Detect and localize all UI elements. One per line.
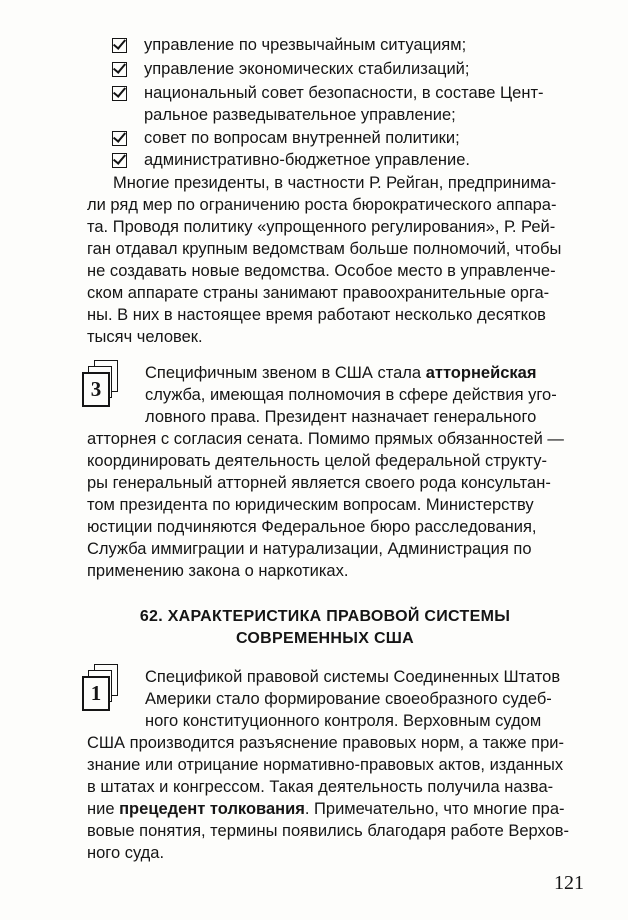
text-line: не создавать новые ведомства. Особое место в управленче- [87,262,556,280]
bullet-text: управление по чрезвычайным ситуациям; [144,36,467,54]
text-line: том президента по юридическим вопросам. Министерству [87,496,534,514]
bullet-text: управление экономических стабилизаций; [144,60,470,78]
chapter-title: СОВРЕМЕННЫХ США [235,630,415,647]
text-line: ры генеральный атторней является своего рода консультан- [87,474,551,492]
text-line: вовые понятия, термины появились благодаря работе Верхов- [87,822,570,840]
text-line: та. Проводя политику «упрощенного регулирования», Р. Рей- [87,218,556,236]
text-line: Многие президенты, в частности Р. Рейган, предпринима- [113,174,557,192]
bold-term: атторнейская [425,364,537,382]
text-line: в штатах и конгрессом. Такая деятельность получила назва- [87,778,554,796]
text-line: ловного права. Президент назначает генерального [145,408,537,426]
text-line: Специфичным звеном в США стала атторнейская [145,364,537,382]
text-line: служба, имеющая полномочия в сфере действия уго- [145,386,557,404]
text-line: ган отдавал крупным ведомствам больше полномочий, чтобы [87,240,562,258]
text-line: Америки стало формирование своеобразного судеб- [145,690,552,708]
text-line: Спецификой правовой системы Соединенных Штатов [145,668,561,686]
chapter-title: 62. ХАРАКТЕРИСТИКА ПРАВОВОЙ СИСТЕМЫ [139,608,511,625]
bullet-text: ральное разведывательное управление; [144,106,456,124]
bullet-text: совет по вопросам внутренней политики; [144,129,460,147]
page-number: 121 [554,872,584,894]
text-line: атторнея с согласия сената. Помимо прямых обязанностей — [87,430,564,448]
text-line: ском аппарате страны занимают правоохранительные орга- [87,284,550,302]
text-line: ние прецедент толкования. Примечательно, что многие пра- [87,800,565,818]
bullet-text: национальный совет безопасности, в составе Цент- [144,84,544,102]
text-line: юстиции подчиняются Федеральное бюро расследования, [87,518,537,536]
text-line: ны. В них в настоящее время работают несколько десятков [87,306,546,324]
text-line: ли ряд мер по ограничению роста бюрократического аппара- [87,196,557,214]
text-line: США производится разъяснение правовых норм, а также при- [87,734,564,752]
text-line: координировать деятельность целой федеральной структу- [87,452,547,470]
text-line: Служба иммиграции и натурализации, Администрация по [87,540,532,558]
section-number: 3 [82,372,110,407]
section-number: 1 [82,676,110,711]
bullet-text: административно-бюджетное управление. [144,151,470,169]
text-line: применению закона о наркотиках. [87,562,349,580]
text-line: ного конституционного контроля. Верховным судом [145,712,542,730]
bold-term: прецедент толкования [119,800,305,818]
text-line: знание или отрицание нормативно-правовых актов, изданных [87,756,564,774]
text-line: ного суда. [87,844,165,862]
text-line: тысяч человек. [87,328,203,346]
